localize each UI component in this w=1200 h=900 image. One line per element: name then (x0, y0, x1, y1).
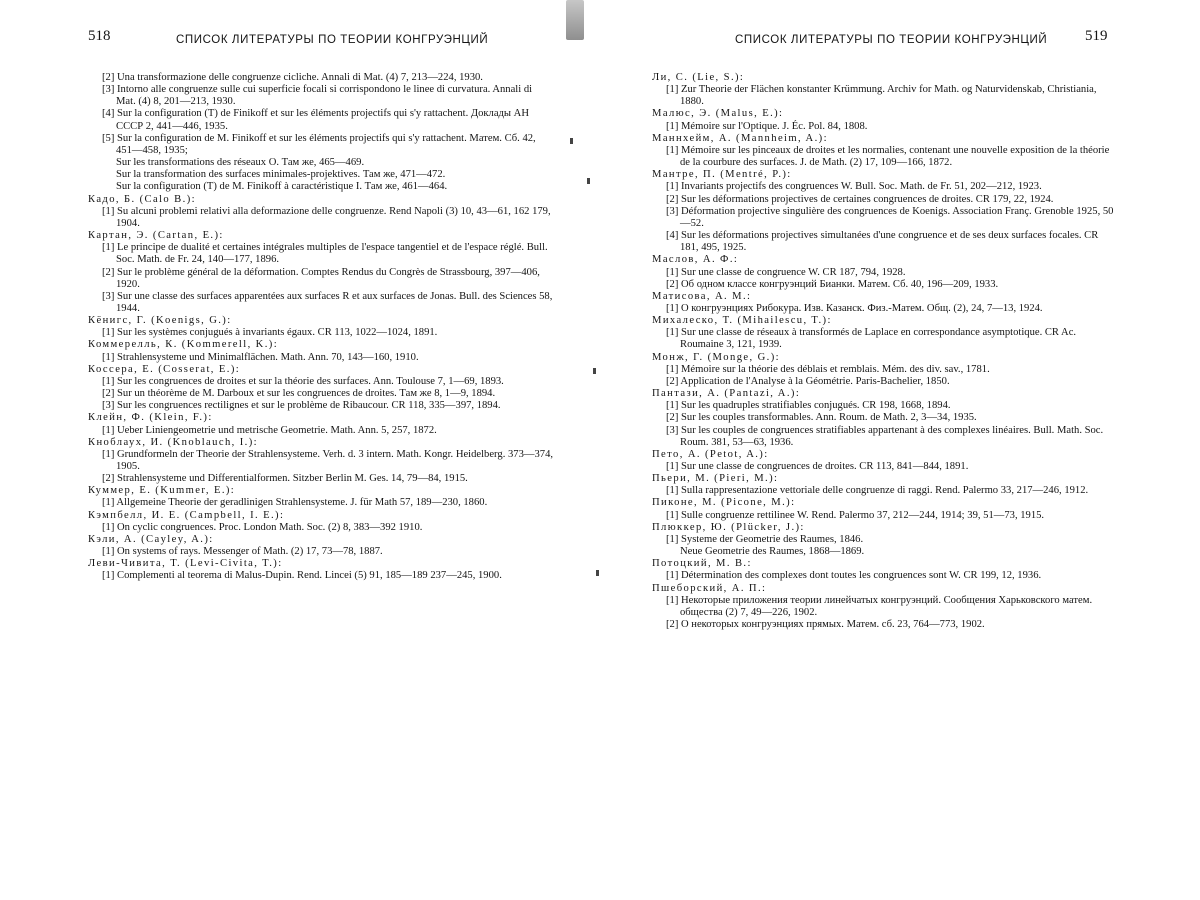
author-heading: Мантре, П. (Mentré, P.): (652, 169, 792, 181)
reference-item: [1] Некоторые приложения теории линейчатых конгруэнций. Сообщения Харьковского матем. общества (2) 7, 49—226, 1902. (666, 594, 1093, 618)
author-heading: Пшеборский, А. П.: (652, 582, 767, 594)
page-number: 518 (88, 28, 111, 44)
running-head: СПИСОК ЛИТЕРАТУРЫ ПО ТЕОРИИ КОНГРУЭНЦИЙ (176, 34, 489, 46)
reference-item: [1] Sur une classe de réseaux à transformés de Laplace en correspondance asymptotique. CR Ac. Roumaine 3, 121, 1939. (666, 327, 1077, 351)
reference-item: [1] On cyclic congruences. Proc. London Math. Soc. (2) 8, 383—392 1910. (102, 521, 423, 533)
page-number: 519 (1085, 28, 1108, 44)
reference-item: [1] Mémoire sur la théorie des déblais et remblais. Mém. des div. sav., 1781. (666, 363, 990, 375)
author-heading: Коммерелль, К. (Kommerell, K.): (88, 339, 279, 351)
author-heading: Куммер, Е. (Kummer, E.): (88, 485, 236, 497)
author-heading: Маннхейм, А. (Mannheim, A.): (652, 132, 828, 144)
reference-item: [2] Strahlensysteme und Differentialformen. Sitzber Berlin M. Ges. 14, 79—84, 1915. (102, 473, 468, 485)
bibliography-column (652, 72, 1117, 631)
reference-item: [1] Invariants projectifs des congruences W. Bull. Soc. Math. de Fr. 51, 202—212, 1923. (666, 181, 1042, 193)
author-heading: Матисова, А. М.: (652, 290, 752, 302)
author-heading: Пето, А. (Petot, A.): (652, 448, 769, 460)
reference-item: [2] Sur un théorème de M. Darboux et sur les congruences de droites. Там же 8, 1—9, 1894. (102, 388, 496, 400)
author-heading: Кноблаух, И. (Knoblauch, I.): (88, 436, 259, 448)
author-heading: Кёнигс, Г. (Koenigs, G.): (88, 315, 232, 327)
reference-item: [1] Strahlensysteme und Minimalflächen. Math. Ann. 70, 143—160, 1910. (102, 351, 419, 363)
author-heading: Леви-Чивита, Т. (Levi-Civita, T.): (88, 558, 283, 570)
reference-item: [1] Mémoire sur l'Optique. J. Éc. Pol. 84, 1808. (666, 120, 868, 132)
author-heading: Малюс, Э. (Malus, E.): (652, 108, 784, 120)
reference-item: [2] Sur le problème général de la déformation. Comptes Rendus du Congrès de Strassbourg, 397—406, 1920. (102, 266, 540, 290)
author-heading: Потоцкий, М. В.: (652, 558, 752, 570)
reference-item: [2] Sur les couples transformables. Ann. Roum. de Math. 2, 3—34, 1935. (666, 412, 977, 424)
author-heading: Кэмпбелл, И. Е. (Campbell, I. E.): (88, 509, 285, 521)
author-heading: Плюккер, Ю. (Plücker, J.): (652, 521, 805, 533)
author-heading: Коссера, Е. (Cosserat, E.): (88, 363, 241, 375)
author-heading: Монж, Г. (Monge, G.): (652, 351, 780, 363)
reference-item: [1] Ueber Liniengeometrie und metrische Geometrie. Math. Ann. 5, 257, 1872. (102, 424, 437, 436)
reference-item: [3] Sur les couples de congruences stratifiables appartenant à des complexes linéaires. Bull. Math. Soc. Roum. 381, 53—63, 1936. (666, 424, 1104, 448)
reference-item: Sur la configuration (T) de M. Finikoff à caractéristique I. Там же, 461—464. (116, 181, 448, 193)
author-heading: Пантази, А. (Pantazi, A.): (652, 388, 801, 400)
author-heading: Кэли, А. (Cayley, A.): (88, 533, 214, 545)
reference-item: [3] Intorno alle congruenze sulle cui superficie focali si corrispondono le linee di curvatura. Annali di Mat. (4) 8, 201—213, 1930. (102, 84, 533, 108)
reference-item: Neue Geometrie des Raumes, 1868—1869. (680, 546, 865, 558)
reference-item: [1] Détermination des complexes dont toutes les congruences sont W. CR 199, 12, 1936. (666, 570, 1042, 582)
reference-item: [3] Sur une classe des surfaces apparentées aux surfaces R et aux surfaces de Jonas. Bull. des Sciences 58, 1944. (102, 290, 553, 314)
reference-item: [1] Su alcuni problemi relativi alla deformazione delle congruenze. Rend Napoli (3) 10, 43—61, 162 179, 1904. (102, 205, 551, 229)
reference-item: [2] Об одном классе конгруэнций Бианки. Матем. Сб. 40, 196—209, 1933. (666, 278, 999, 290)
right-page (600, 0, 1200, 900)
author-heading: Картан, Э. (Cartan, E.): (88, 230, 224, 242)
reference-item: Sur les transformations des réseaux O. Там же, 465—469. (116, 157, 365, 169)
reference-item: [1] Sur les quadruples stratifiables conjugués. CR 198, 1668, 1894. (666, 400, 951, 412)
author-heading: Михалеско, Т. (Mihailescu, T.): (652, 315, 832, 327)
author-heading: Пьери, М. (Pieri, M.): (652, 473, 779, 485)
reference-item: [4] Sur la configuration (T) de Finikoff et sur les éléments projectifs qui s'y rattachent. Доклады АН СССР 2, 441—446, 1935. (102, 108, 529, 132)
reference-item: [1] Systeme der Geometrie des Raumes, 1846. (666, 533, 864, 545)
reference-item: [1] Zur Theorie der Flächen konstanter Krümmung. Archiv for Math. og Naturvidenskab, Christiania, 1880. (666, 84, 1097, 108)
reference-item: [1] Sur les congruences de droites et sur la théorie des surfaces. Ann. Toulouse 7, 1—69, 1893. (102, 375, 504, 387)
reference-item: [1] Grundformeln der Theorie der Strahlensysteme. Verh. d. 3 intern. Math. Kongr. Heidelberg. 373—374, 1905. (102, 448, 554, 472)
reference-item: [3] Déformation projective singulière des congruences de Koenigs. Association Franç. Grenoble 1925, 50—52. (666, 205, 1114, 229)
reference-item: [1] Sulla rappresentazione vettoriale delle congruenze di raggi. Rend. Palermo 33, 217—246, 1912. (666, 485, 1089, 497)
reference-item: [3] Sur les congruences rectilignes et sur le problème de Ribaucour. CR 118, 335—397, 1894. (102, 400, 501, 412)
reference-item: [4] Sur les déformations projectives simultanées d'une congruence et de ses deux surfaces focales. CR 181, 495, 1925. (666, 230, 1099, 254)
bibliography-column (88, 72, 553, 583)
reference-item: [1] Sur une classe de congruence W. CR 187, 794, 1928. (666, 266, 906, 278)
running-head: СПИСОК ЛИТЕРАТУРЫ ПО ТЕОРИИ КОНГРУЭНЦИЙ (735, 34, 1048, 46)
reference-item: [1] Le principe de dualité et certaines intégrales multiples de l'espace tangentiel et de l'espace réglé. Bull. Soc. Math. de Fr. 24, 140—177, 1896. (102, 242, 548, 266)
reference-item: [1] Mémoire sur les pinceaux de droites et les normalies, contenant une nouvelle exposition de la théorie de la courbure des surfaces. J. de Math. (2) 17, 109—166, 1872. (666, 144, 1110, 169)
author-heading: Кадо, Б. (Calo B.): (88, 193, 196, 205)
reference-item: [1] О конгруэнциях Рибокура. Изв. Казанск. Физ.-Матем. Общ. (2), 24, 7—13, 1924. (666, 302, 1043, 314)
reference-item: [1] Allgemeine Theorie der geradlinigen Strahlensysteme. J. für Math 57, 189—230, 1860. (102, 497, 488, 509)
reference-item: [1] Sulle congruenze rettilinee W. Rend. Palermo 37, 212—244, 1914; 39, 51—73, 1915. (666, 509, 1045, 521)
author-heading: Пиконе, М. (Picone, M.): (652, 497, 796, 509)
author-heading: Маслов, А. Ф.: (652, 254, 739, 266)
reference-item: [5] Sur la configuration de M. Finikoff et sur les éléments projectifs qui s'y rattachent. Матем. Сб. 42, 451—458, 1935; (102, 132, 536, 156)
reference-item: [2] Sur les déformations projectives de certaines congruences de droites. CR 179, 22, 1924. (666, 193, 1054, 205)
reference-item: [1] Sur les systèmes conjugués à invariants égaux. CR 113, 1022—1024, 1891. (102, 327, 438, 339)
reference-item: Sur la transformation des surfaces minimales-projektives. Там же, 471—472. (116, 169, 446, 181)
reference-item: [1] Complementi al teorema di Malus-Dupin. Rend. Lincei (5) 91, 185—189 237—245, 1900. (102, 570, 502, 582)
reference-item: [2] О некоторых конгруэнциях прямых. Матем. сб. 23, 764—773, 1902. (666, 619, 985, 631)
reference-item: [2] Application de l'Analyse à la Géométrie. Paris-Bachelier, 1850. (666, 375, 950, 387)
author-heading: Ли, С. (Lie, S.): (652, 72, 745, 83)
reference-item: [1] Sur une classe de congruences de droites. CR 113, 841—844, 1891. (666, 461, 969, 472)
reference-item: [2] Una transformazione delle congruenze cicliche. Annali di Mat. (4) 7, 213—224, 1930. (102, 72, 483, 83)
author-heading: Клейн, Ф. (Klein, F.): (88, 412, 213, 424)
reference-item: [1] On systems of rays. Messenger of Math. (2) 17, 73—78, 1887. (102, 546, 383, 558)
